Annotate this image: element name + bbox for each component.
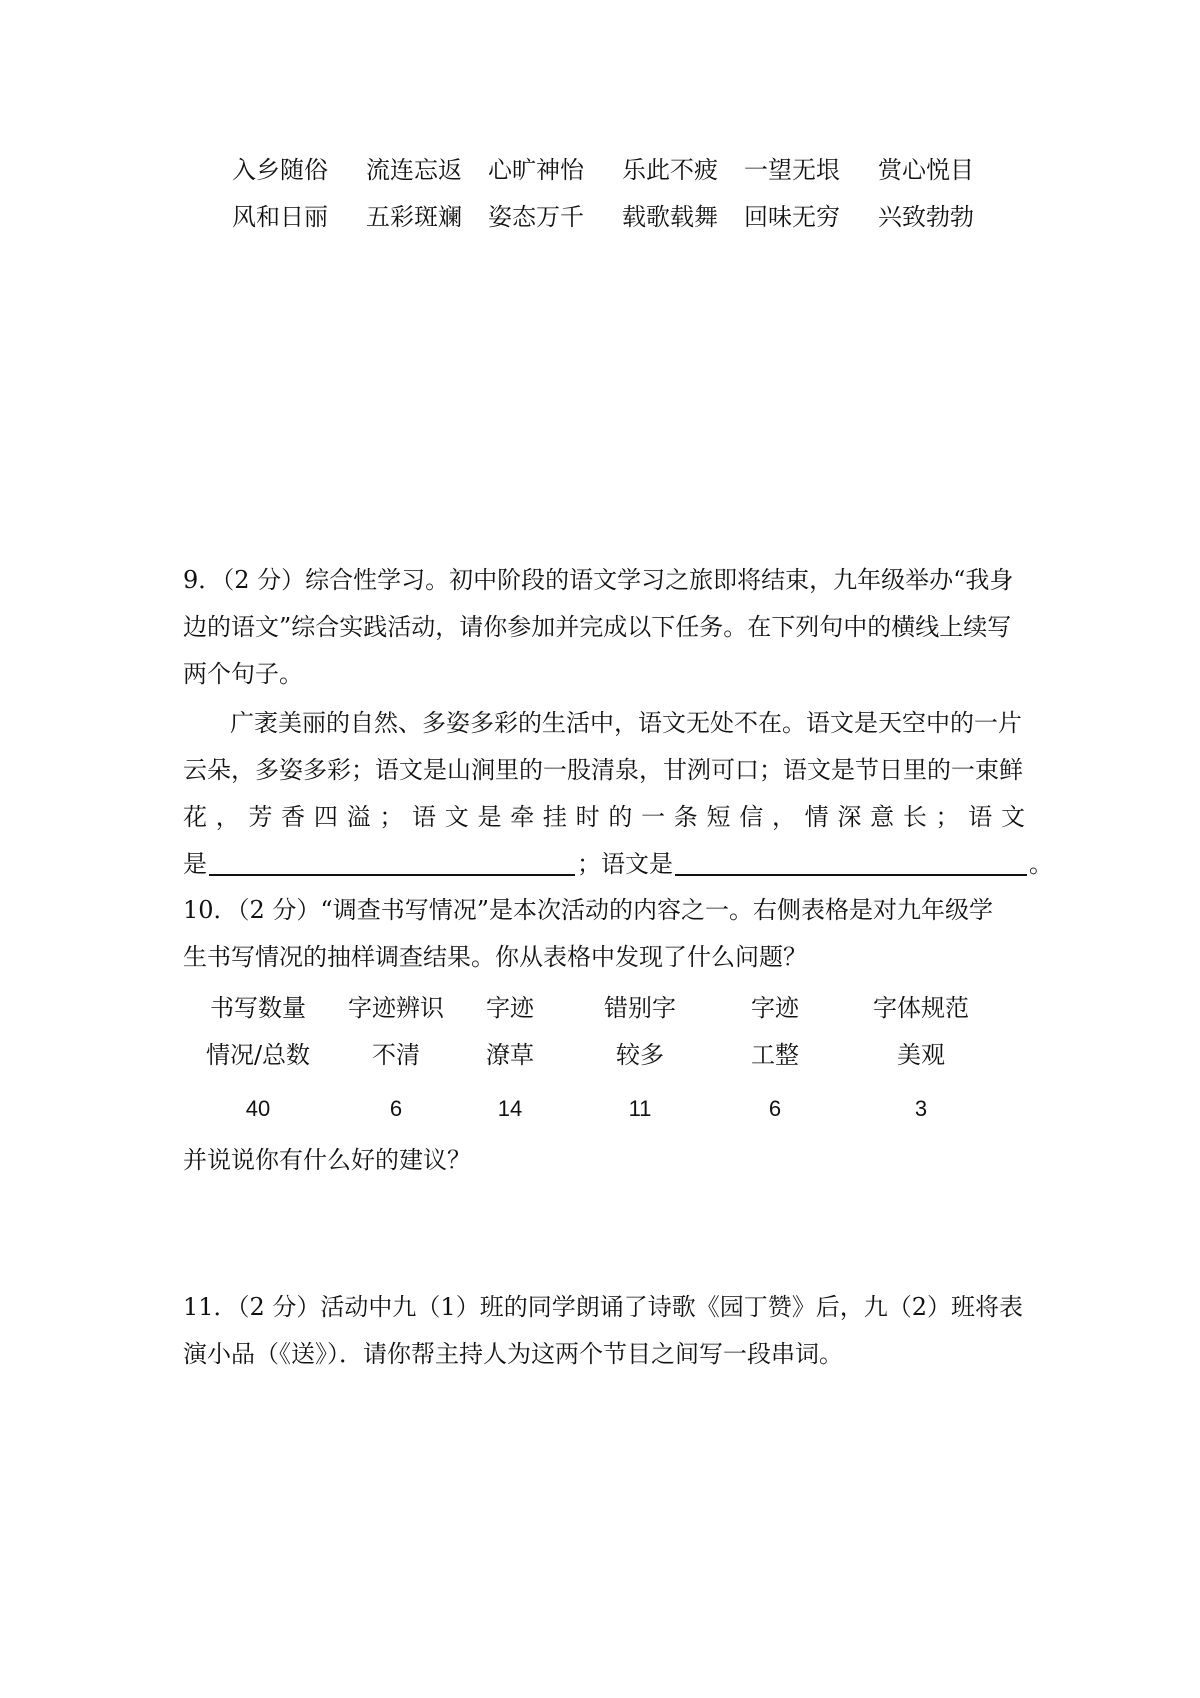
fill-middle: ；语文是 (577, 850, 673, 878)
table-header: 字迹辨识 (348, 994, 444, 1022)
char: 芳 (248, 803, 273, 831)
q9-line-3: 两个句子。 (183, 660, 303, 688)
char: 文 (1000, 803, 1025, 831)
idiom: 心旷神怡 (488, 156, 584, 184)
char: 香 (281, 803, 306, 831)
answer-blank-2[interactable] (675, 846, 1027, 876)
table-cell: 11 (628, 1096, 652, 1121)
idiom: 风和日丽 (232, 203, 328, 231)
q9-fill-line (183, 844, 1053, 884)
q9-passage-line-3 (183, 797, 1025, 837)
fill-prefix: 是 (183, 850, 207, 878)
table-header: 工整 (751, 1041, 799, 1069)
table-header: 情况/总数 (205, 1041, 311, 1069)
char: 时 (575, 803, 600, 831)
table-header: 潦草 (486, 1041, 534, 1069)
q11-line-1: 11．（2 分）活动中九（1）班的同学朗诵了诗歌《园丁赞》后，九（2）班将表 (183, 1293, 1023, 1321)
idiom: 兴致勃勃 (878, 203, 974, 231)
char: 溢 (346, 803, 371, 831)
char: 文 (444, 803, 469, 831)
q10-line-2: 生书写情况的抽样调查结果。你从表格中发现了什么问题？ (183, 943, 807, 971)
table-header: 较多 (616, 1041, 664, 1069)
idiom: 流连忘返 (366, 156, 462, 184)
idiom: 入乡随俗 (232, 156, 328, 184)
char: 深 (837, 803, 862, 831)
q11-line-2: 演小品（《送》）．请你帮主持人为这两个节目之间写一段串词。 (183, 1340, 843, 1368)
idiom: 姿态万千 (488, 203, 584, 231)
table-header: 字迹 (751, 994, 799, 1022)
table-cell: 6 (389, 1096, 403, 1121)
char: 挂 (542, 803, 567, 831)
answer-blank-1[interactable] (209, 846, 575, 876)
table-cell: 6 (768, 1096, 782, 1121)
char: 短 (706, 803, 731, 831)
char: 意 (870, 803, 895, 831)
table-header: 错别字 (604, 994, 676, 1022)
idiom: 乐此不疲 (622, 156, 718, 184)
char: ， (771, 803, 796, 831)
table-cell: 14 (497, 1096, 523, 1121)
q9-line-1: 9．（2 分）综合性学习。初中阶段的语文学习之旅即将结束，九年级举办“我身 (183, 566, 1014, 594)
table-header: 不清 (372, 1041, 420, 1069)
idiom: 一望无垠 (744, 156, 840, 184)
char: 一 (641, 803, 666, 831)
idiom: 五彩斑斓 (366, 203, 462, 231)
q9-line-2: 边的语文”综合实践活动，请你参加并完成以下任务。在下列句中的横线上续写 (183, 613, 1012, 641)
char: 牵 (510, 803, 535, 831)
table-header: 字体规范 (873, 994, 969, 1022)
char: 语 (968, 803, 993, 831)
q9-passage-line-1: 广袤美丽的自然、多姿多彩的生活中，语文无处不在。语文是天空中的一片 (230, 709, 1022, 737)
char: 花 (183, 803, 207, 831)
char: 情 (804, 803, 829, 831)
char: ； (935, 803, 960, 831)
table-header: 字迹 (486, 994, 534, 1022)
char: 的 (608, 803, 633, 831)
char: 长 (902, 803, 927, 831)
table-header: 书写数量 (210, 994, 306, 1022)
char: ， (215, 803, 240, 831)
char: 四 (313, 803, 338, 831)
char: 信 (739, 803, 764, 831)
idiom: 赏心悦目 (878, 156, 974, 184)
char: 是 (477, 803, 502, 831)
q9-passage-line-2: 云朵，多姿多彩；语文是山涧里的一股清泉，甘洌可口；语文是节日里的一束鲜 (183, 756, 1023, 784)
char: ； (379, 803, 404, 831)
table-header: 美观 (897, 1041, 945, 1069)
table-cell: 3 (914, 1096, 928, 1121)
idiom: 载歌载舞 (622, 203, 718, 231)
q10-line-1: 10．（2 分）“调查书写情况”是本次活动的内容之一。右侧表格是对九年级学 (183, 896, 993, 924)
fill-suffix: 。 (1029, 850, 1053, 878)
char: 条 (673, 803, 698, 831)
char: 语 (412, 803, 437, 831)
table-cell: 40 (245, 1096, 271, 1121)
idiom: 回味无穷 (744, 203, 840, 231)
q10-followup: 并说说你有什么好的建议？ (183, 1146, 471, 1174)
